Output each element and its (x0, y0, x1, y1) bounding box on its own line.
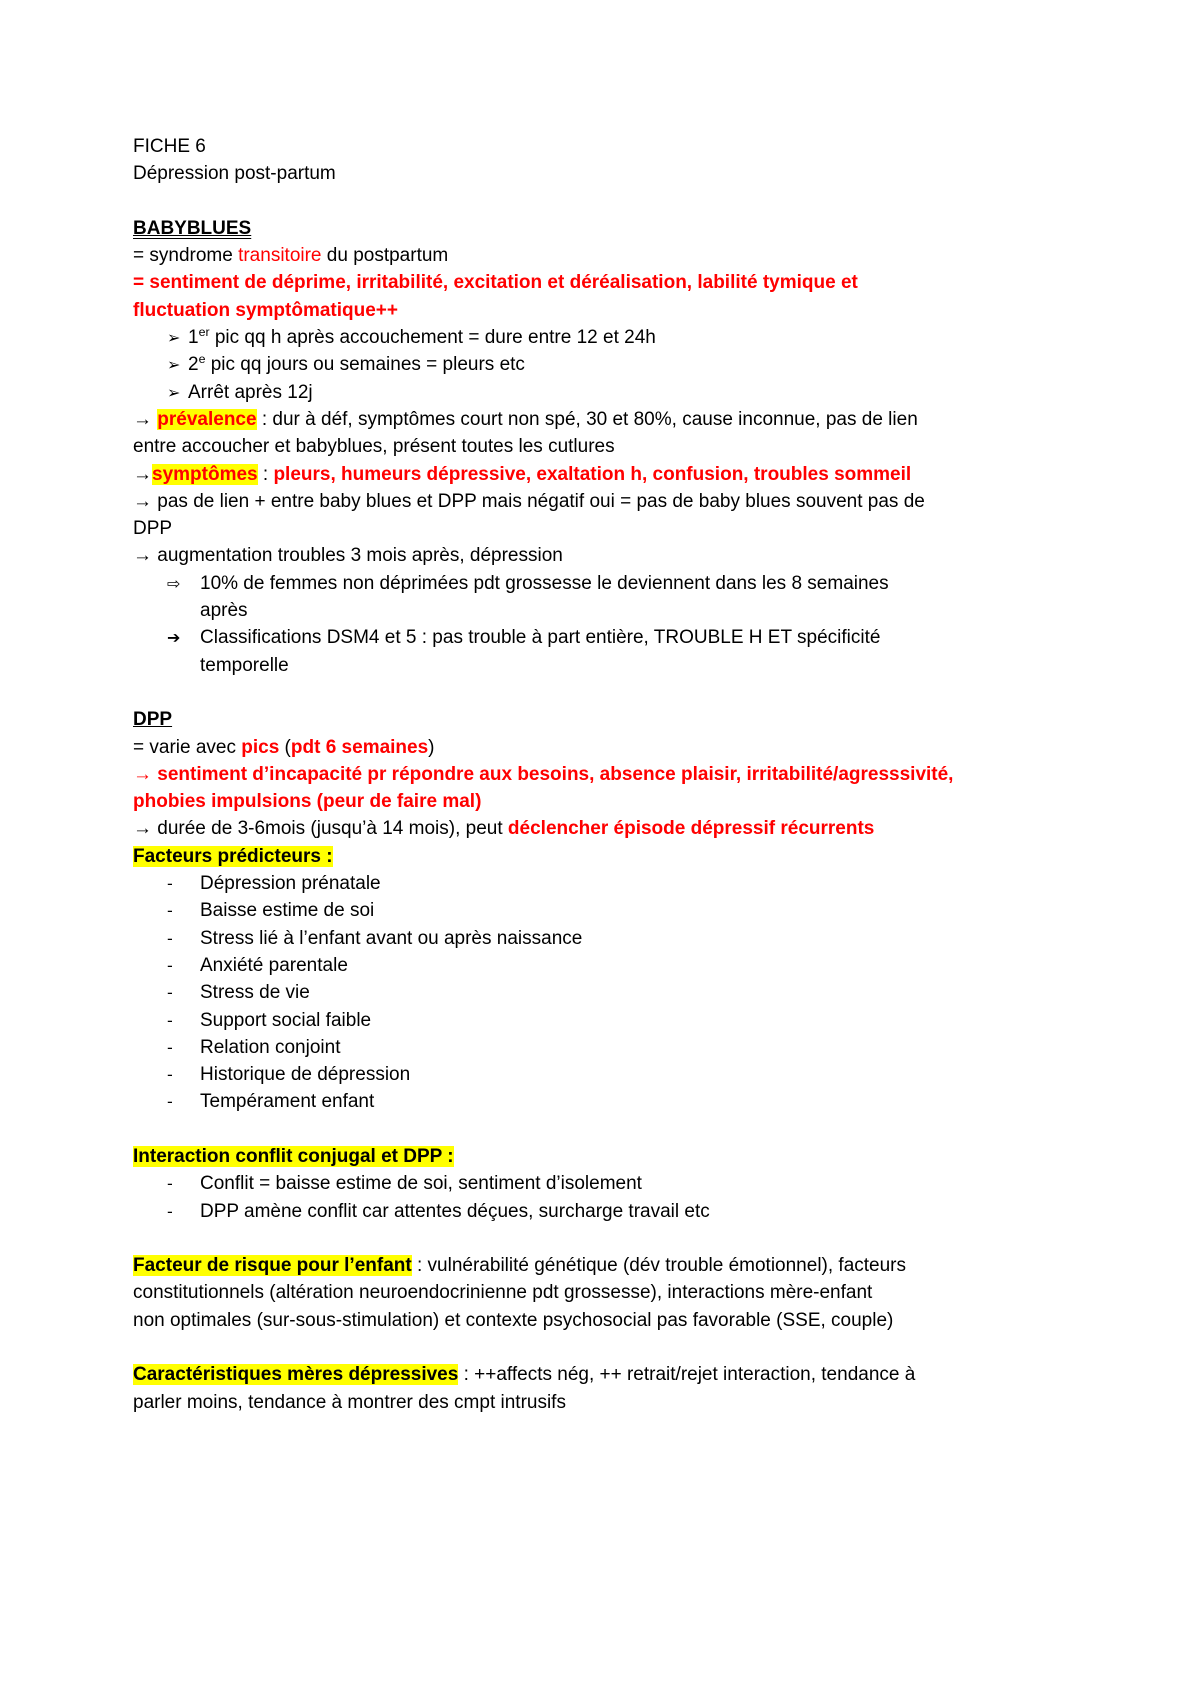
text-run: : (257, 463, 274, 485)
text-run: DPP (133, 518, 173, 540)
list-item (133, 624, 1163, 651)
emphasis-text: pleurs, humeurs dépressive, exaltation h, confusion, troubles sommeil (273, 463, 912, 485)
bullet-marker: ➔ (167, 628, 181, 648)
text-line (133, 1143, 1163, 1170)
list-item (133, 324, 1163, 351)
text-run: 10% de femmes non déprimées pdt grossesse le deviennent dans les 8 semaines (200, 572, 889, 594)
highlighted-term: Caractéristiques mères dépressives (133, 1364, 459, 1386)
heading-text: BABYBLUES (133, 217, 252, 239)
highlighted-term: symptômes (152, 463, 258, 485)
list-item (133, 979, 1163, 1006)
heading-text: DPP (133, 709, 173, 731)
text-run: Stress lié à l’enfant avant ou après naissance (200, 927, 583, 949)
text-run: après (200, 600, 248, 622)
text-line (133, 160, 1163, 187)
emphasis-text: phobies impulsions (peur de faire mal) (133, 791, 482, 813)
text-run: : dur à déf, symptômes court non spé, 30 et 80%, cause inconnue, pas de lien (256, 408, 918, 430)
text-run: : vulnérabilité génétique (dév trouble émotionnel), facteurs (411, 1255, 907, 1277)
bullet-marker: - (167, 983, 173, 1003)
list-item (133, 1061, 1163, 1088)
emphasis-text: fluctuation symptômatique++ (133, 299, 398, 321)
text-run: pic qq h après accouchement = dure entre 12 et 24h (209, 327, 656, 349)
text-line (133, 1361, 1163, 1388)
list-item-continuation (133, 652, 1163, 679)
text-run: : ++affects nég, ++ retrait/rejet interaction, tendance à (458, 1364, 916, 1386)
bullet-marker: - (167, 928, 173, 948)
list-item (133, 379, 1163, 406)
text-run: → augmentation troubles 3 mois après, dépression (133, 545, 563, 567)
document-section (133, 133, 1163, 188)
text-line (133, 133, 1163, 160)
list-item (133, 351, 1163, 378)
text-run: constitutionnels (altération neuroendocrinienne pdt grossesse), interactions mère-enfant (133, 1282, 873, 1304)
highlighted-term: Facteurs prédicteurs : (133, 845, 333, 867)
text-line (133, 1252, 1163, 1279)
text-line (133, 406, 1163, 433)
text-run: Anxiété parentale (200, 954, 348, 976)
section-heading (133, 215, 1163, 242)
text-line (133, 433, 1163, 460)
text-run: Dépression prénatale (200, 873, 381, 895)
bullet-marker: ➢ (167, 382, 181, 402)
text-run: Stress de vie (200, 982, 310, 1004)
text-run: Tempérament enfant (200, 1091, 375, 1113)
superscript: er (198, 325, 210, 340)
text-run: Arrêt après 12j (188, 381, 313, 403)
document-page (133, 133, 1163, 1416)
text-run: Baisse estime de soi (200, 900, 375, 922)
text-run: DPP amène conflit car attentes déçues, surcharge travail etc (200, 1200, 710, 1222)
text-run: ( (279, 736, 291, 758)
text-line (133, 843, 1163, 870)
bullet-marker: - (167, 1010, 173, 1030)
section-heading (133, 706, 1163, 733)
bullet-marker: - (167, 1065, 173, 1085)
document-section (133, 215, 1163, 679)
list-item (133, 1198, 1163, 1225)
text-run: entre accoucher et babyblues, présent toutes les cutlures (133, 436, 615, 458)
text-run: Support social faible (200, 1009, 372, 1031)
text-line (133, 1279, 1163, 1306)
text-line (133, 461, 1163, 488)
list-item (133, 570, 1163, 597)
list-item (133, 870, 1163, 897)
document-section (133, 1252, 1163, 1334)
text-line (133, 761, 1163, 788)
bullet-marker: ➢ (167, 328, 181, 348)
bullet-marker: ➢ (167, 355, 181, 375)
document-section (133, 1361, 1163, 1416)
document-section (133, 1143, 1163, 1225)
highlighted-term: Interaction conflit conjugal et DPP : (133, 1145, 454, 1167)
text-run: FICHE 6 (133, 136, 206, 157)
text-run: parler moins, tendance à montrer des cmpt intrusifs (133, 1391, 566, 1413)
bullet-marker: - (167, 901, 173, 921)
document-section (133, 706, 1163, 1115)
text-line (133, 488, 1163, 515)
list-item (133, 1034, 1163, 1061)
text-run: Historique de dépression (200, 1064, 411, 1086)
bullet-marker: - (167, 1174, 173, 1194)
list-item (133, 1088, 1163, 1115)
text-run: Classifications DSM4 et 5 : pas trouble à part entière, TROUBLE H ET spécificité (200, 627, 881, 649)
text-run: → (133, 408, 158, 430)
text-line (133, 815, 1163, 842)
bullet-marker: - (167, 955, 173, 975)
highlighted-term: Facteur de risque pour l’enfant (133, 1255, 412, 1277)
bullet-marker: - (167, 874, 173, 894)
emphasis-text: = sentiment de déprime, irritabilité, excitation et déréalisation, labilité tymique et (133, 272, 858, 294)
text-run: non optimales (sur-sous-stimulation) et contexte psychosocial pas favorable (SSE, couple) (133, 1309, 894, 1331)
text-line (133, 515, 1163, 542)
text-run: → (133, 463, 152, 485)
text-run: Relation conjoint (200, 1036, 341, 1058)
text-run: = syndrome (133, 245, 239, 267)
list-item (133, 952, 1163, 979)
bullet-marker: - (167, 1092, 173, 1112)
text-run: → durée de 3-6mois (jusqu’à 14 mois), peut (133, 818, 508, 840)
text-line (133, 542, 1163, 569)
text-run: Dépression post-partum (133, 163, 336, 185)
bullet-marker: - (167, 1037, 173, 1057)
superscript: e (198, 352, 206, 367)
text-line (133, 242, 1163, 269)
list-item (133, 925, 1163, 952)
emphasis-text: pdt 6 semaines (290, 736, 429, 758)
text-run: du postpartum (321, 245, 449, 267)
list-item (133, 1007, 1163, 1034)
text-line (133, 269, 1163, 296)
text-run: = varie avec (133, 736, 242, 758)
text-run: Conflit = baisse estime de soi, sentiment d’isolement (200, 1173, 642, 1195)
text-line (133, 1389, 1163, 1416)
emphasis-text: pics (241, 736, 280, 758)
text-run: temporelle (200, 654, 289, 676)
emphasis-text: transitoire (238, 245, 322, 267)
text-line (133, 297, 1163, 324)
list-item-continuation (133, 597, 1163, 624)
text-line (133, 1307, 1163, 1334)
text-run: → pas de lien + entre baby blues et DPP mais négatif oui = pas de baby blues souvent pas de (133, 490, 925, 512)
list-item (133, 897, 1163, 924)
text-line (133, 734, 1163, 761)
list-item (133, 1170, 1163, 1197)
highlighted-term: prévalence (157, 408, 257, 430)
emphasis-text: déclencher épisode dépressif récurrents (507, 818, 875, 840)
text-run: 1 (188, 327, 199, 349)
text-run: ) (428, 736, 435, 758)
emphasis-text: → sentiment d’incapacité pr répondre aux besoins, absence plaisir, irritabilité/agresssivité, (133, 763, 954, 785)
text-run: pic qq jours ou semaines = pleurs etc (205, 354, 525, 376)
bullet-marker: ⇨ (167, 573, 181, 593)
bullet-marker: - (167, 1201, 173, 1221)
text-line (133, 788, 1163, 815)
text-run: 2 (188, 354, 199, 376)
